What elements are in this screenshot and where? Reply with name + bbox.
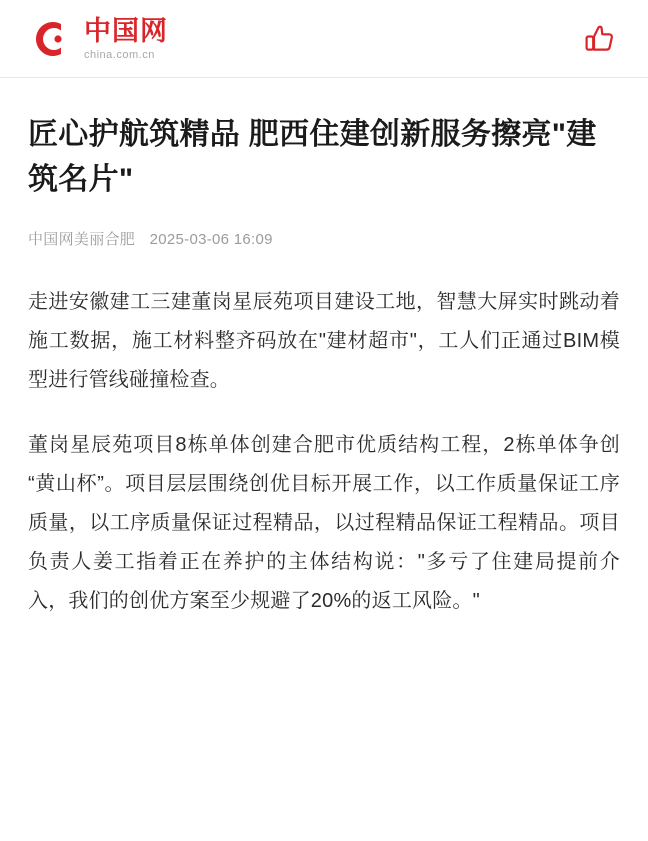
site-header: [0, 0, 648, 78]
brand-domain: china.com.cn: [84, 49, 155, 61]
thumbs-up-icon[interactable]: [578, 17, 622, 61]
article-container: [0, 78, 648, 841]
article-source: 中国网美丽合肥: [28, 231, 136, 248]
china-net-c-logo-icon: [28, 16, 74, 62]
article-paragraph: 董岗星辰苑项目8栋单体创建合肥市优质结构工程，2栋单体争创“黄山杯”。项目层层围绕创优目标开展工作，以工作质量保证工序质量，以工序质量保证过程精品，以过程精品保证工程精品。项目负责人姜工指着正在养护的主体结构说："多亏了住建局提前介入，我们的创优方案至少规避了20%的返工风险。": [28, 434, 620, 612]
article-body: [28, 283, 620, 621]
article-meta: [28, 228, 620, 249]
article-datetime: 2025-03-06 16:09: [149, 231, 273, 248]
page-title: 匠心护航筑精品 肥西住建创新服务擦亮"建筑名片": [28, 118, 597, 196]
brand-name: 中国网: [84, 16, 168, 46]
article-paragraph: 走进安徽建工三建董岗星辰苑项目建设工地，智慧大屏实时跳动着施工数据，施工材料整齐码放在"建材超市"，工人们正通过BIM模型进行管线碰撞检查。: [28, 291, 620, 391]
site-brand[interactable]: [28, 16, 168, 62]
